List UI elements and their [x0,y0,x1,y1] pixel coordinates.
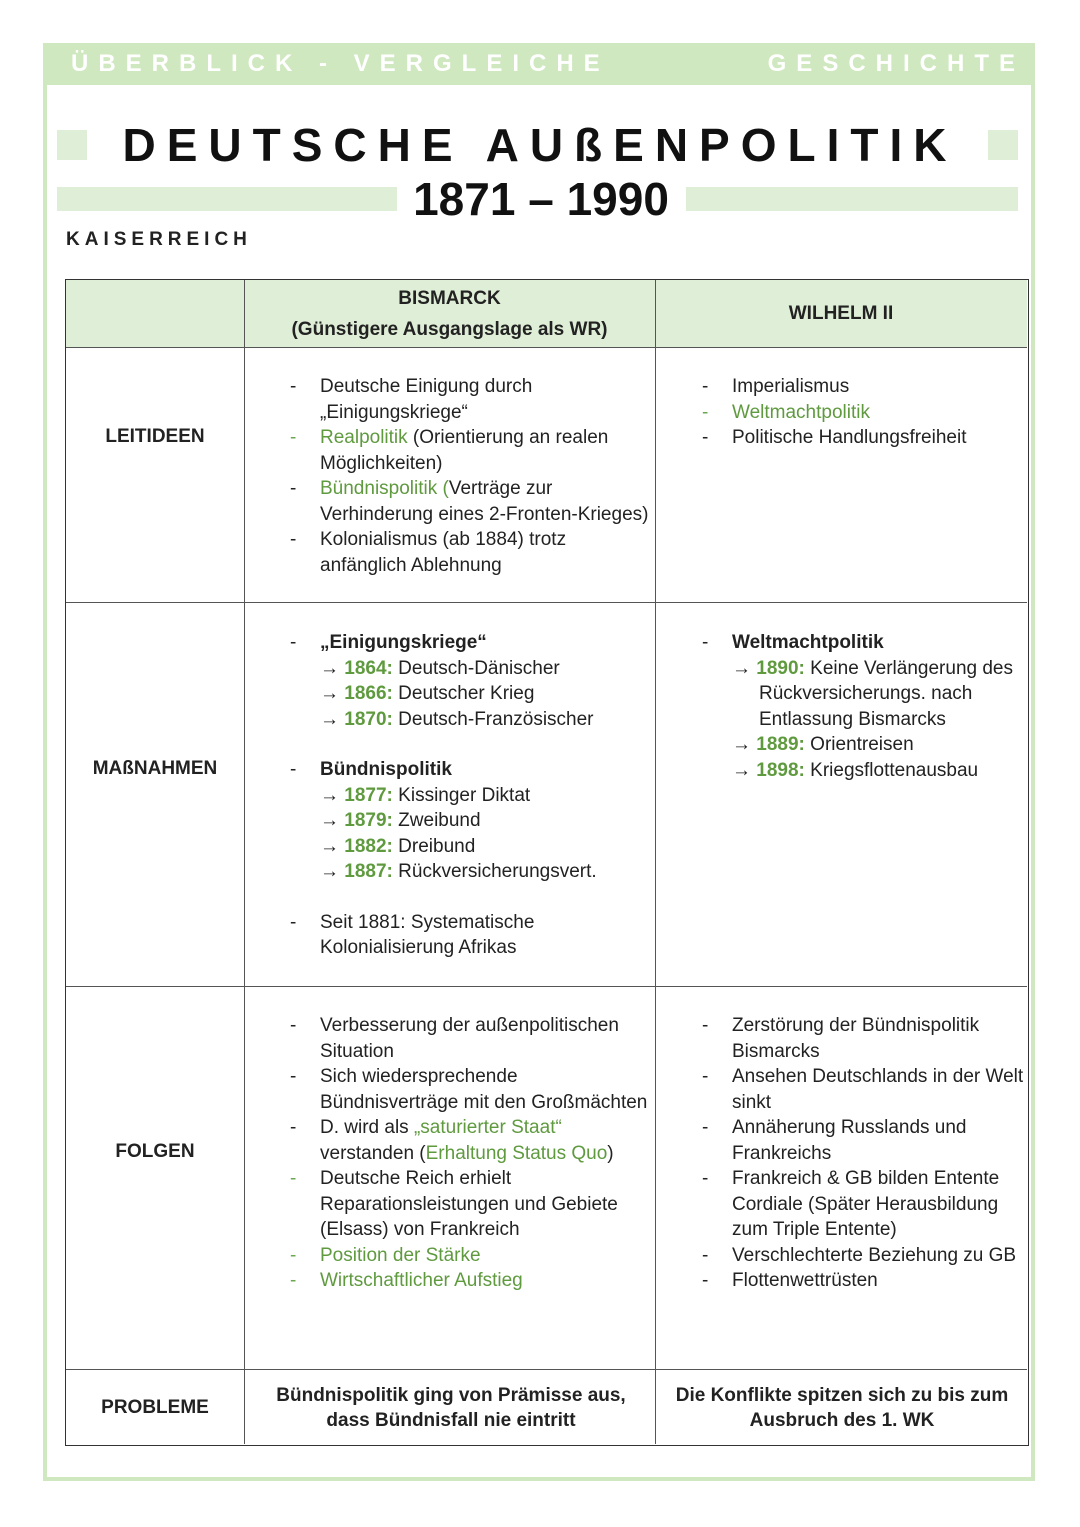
list-item: - Flottenwettrüsten [702,1268,1024,1294]
header-left-label: ÜBERBLICK - VERGLEICHE [71,50,610,77]
war-entry: → 1866: Deutscher Krieg [320,683,535,704]
leitideen-wilhelm-cell [702,374,1022,451]
section-heading: KAISERREICH [66,229,252,250]
massnahmen-wilhelm-cell [702,630,1022,783]
event-entry: → 1889: Orientreisen [732,734,914,755]
list-item: - Position der Stärke [290,1243,650,1269]
list-item: - Imperialismus [702,374,1022,400]
list-item: - Verbesserung der außenpolitischen Situation [290,1013,650,1064]
list-item: - Frankreich & GB bilden Entente Cordiale (Später Herausbildung zum Triple Entente) [702,1166,1024,1243]
weltmacht-title: - Weltmachtpolitik [732,632,884,653]
list-item [290,757,650,910]
alliance-title: - Bündnispolitik [320,759,452,780]
list-item: - Sich wiedersprechende Bündnisverträge mit den Großmächten [290,1064,650,1115]
war-entry: → 1870: Deutsch-Französischer [320,708,594,730]
alliance-entry: → 1877: Kissinger Diktat [320,784,531,806]
column-header-bismarck [244,283,655,345]
list-item: - Seit 1881: Systematische Kolonialisierung Afrikas [290,910,650,961]
event-entry: → 1890: Keine Verlängerung des Rückversicherungs. nach Entlassung Bismarcks [732,657,1013,730]
folgen-wilhelm-cell [702,1013,1024,1294]
probleme-wilhelm: Die Konflikte spitzen sich zu bis zum Ausbruch des 1. WK [675,1385,1009,1431]
bismarck-name: BISMARCK [398,288,501,309]
list-item: - Verschlechterte Beziehung zu GB [702,1243,1024,1269]
list-item [702,630,1022,783]
row-label-probleme: PROBLEME [101,1397,209,1418]
massnahmen-bismarck-cell [290,630,650,961]
years-decor-band-left [57,187,397,211]
list-item: - Politische Handlungsfreiheit [702,425,1022,451]
alliance-entry: → 1879: Zweibund [320,810,481,831]
list-item: - Bündnispolitik (Verträge zur Verhinderung eines 2-Fronten-Krieges) [290,476,650,527]
wars-title: - „Einigungskriege“ [320,632,487,653]
row-divider [66,602,1027,603]
page-title: DEUTSCHE AUßENPOLITIK [122,119,958,171]
header-right-label: GESCHICHTE [767,50,1025,77]
row-divider [66,986,1027,987]
row-divider [66,1369,1027,1370]
list-item: - Deutsche Reich erhielt Reparationsleistungen und Gebiete (Elsass) von Frankreich [290,1166,650,1243]
column-divider [655,280,656,1444]
row-label-leitideen: LEITIDEEN [105,426,205,447]
column-divider [244,280,245,1444]
comparison-table [65,279,1029,1446]
list-item: - Deutsche Einigung durch „Einigungskriege“ [290,374,650,425]
years-subtitle: 1871 – 1990 [413,173,669,225]
event-entry: → 1898: Kriegsflottenausbau [732,759,979,781]
list-item: - Kolonialismus (ab 1884) trotz anfänglich Ablehnung [290,527,650,578]
list-item: - Weltmachtpolitik [702,400,1022,426]
list-item: - D. wird als „saturierter Staat“ verstanden (Erhaltung Status Quo) [290,1115,650,1166]
list-item [290,630,650,757]
row-label-massnahmen: MAßNAHMEN [92,758,218,779]
list-item: - Annäherung Russlands und Frankreichs [702,1115,1024,1166]
list-item: - Ansehen Deutschlands in der Welt sinkt [702,1064,1024,1115]
leitideen-bismarck-cell [290,374,650,578]
alliance-entry: → 1882: Dreibund [320,835,476,857]
list-item: - Realpolitik (Orientierung an realen Möglichkeiten) [290,425,650,476]
probleme-bismarck: Bündnispolitik ging von Prämisse aus, dass Bündnisfall nie eintritt [276,1385,626,1431]
row-label-folgen: FOLGEN [115,1141,195,1162]
alliance-entry: → 1887: Rückversicherungsvert. [320,861,597,882]
war-entry: → 1864: Deutsch-Dänischer [320,657,560,679]
header-bar [43,43,1035,85]
list-item: - Zerstörung der Bündnispolitik Bismarcks [702,1013,1024,1064]
bismarck-note: (Günstigere Ausgangslage als WR) [291,319,608,340]
years-decor-band-right [686,187,1018,211]
folgen-bismarck-cell [290,1013,650,1294]
row-divider [66,347,1027,348]
column-header-wilhelm: WILHELM II [788,303,894,324]
list-item: - Wirtschaftlicher Aufstieg [290,1268,650,1294]
